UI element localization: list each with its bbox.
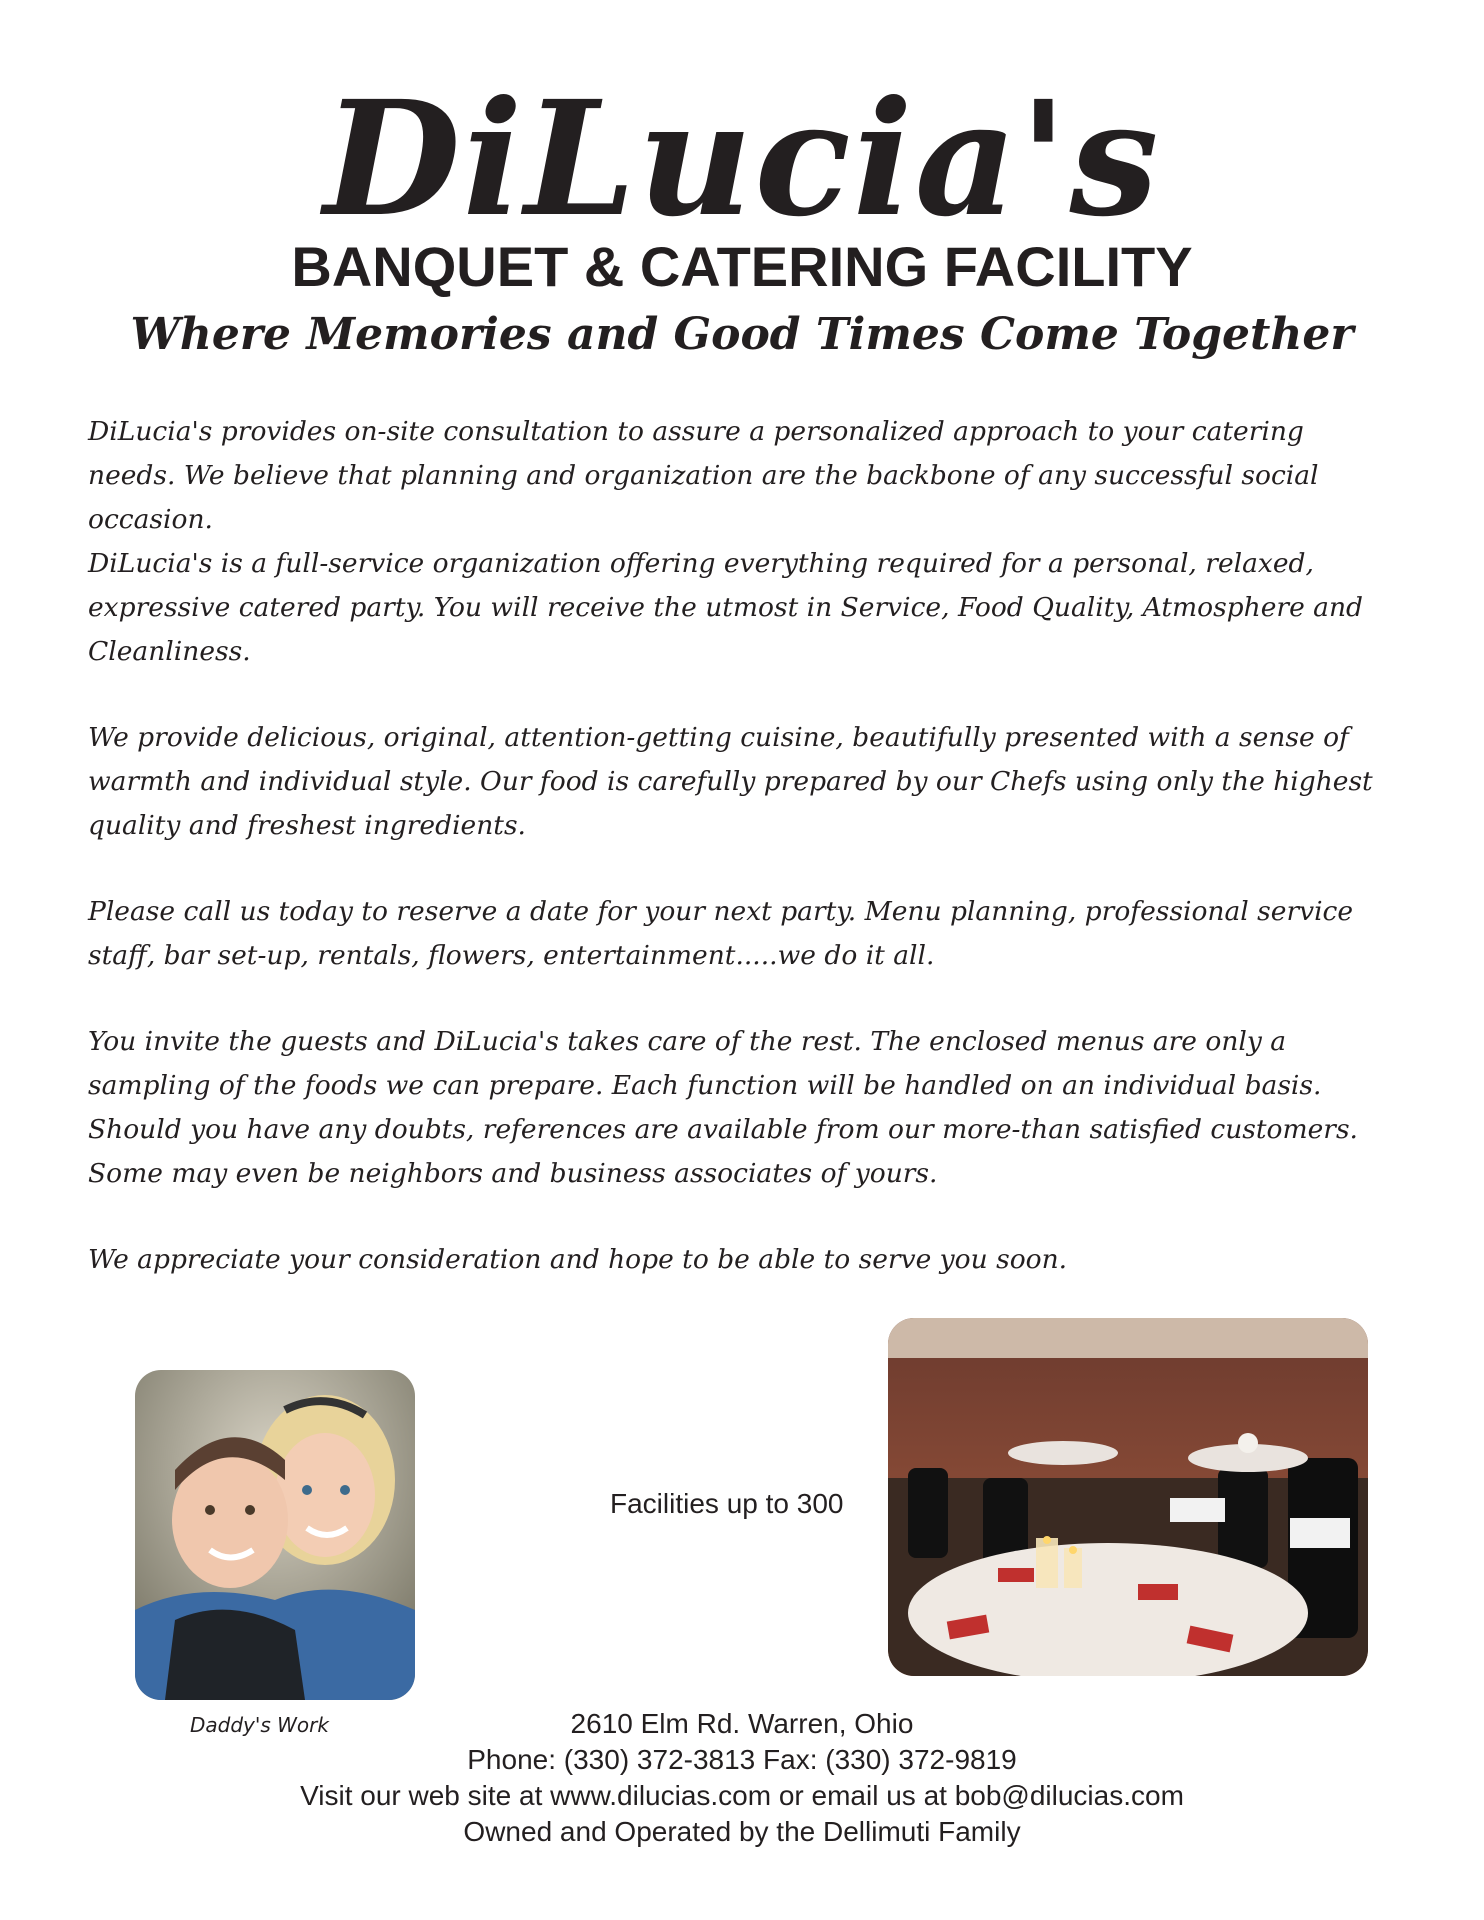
kids-photo-caption: Daddy's Work	[190, 1713, 329, 1737]
intro-paragraph-5: You invite the guests and DiLucia's takes care of the rest. The enclosed menus are only a sampling of the foods we can prepare. Each function will be handled on an individual basis. Should you have any doubts, references are available from our more-than satisfied customers. Some may even be neighbors and business associates of yours.	[88, 1026, 1358, 1189]
web-email: Visit our web site at www.dilucias.com or email us at bob@dilucias.com	[300, 1780, 1184, 1811]
subtitle: BANQUET & CATERING FACILITY	[291, 235, 1193, 298]
ownership: Owned and Operated by the Dellimuti Family	[463, 1816, 1021, 1847]
banquet-hall-photo	[888, 1318, 1368, 1676]
tagline: Where Memories and Good Times Come Together	[130, 309, 1354, 360]
kids-photo	[135, 1370, 415, 1700]
intro-paragraph-1: DiLucia's provides on-site consultation to assure a personalized approach to your catering needs. We believe that planning and organization are the backbone of any successful social occasion.	[88, 416, 1319, 535]
intro-paragraph-2: DiLucia's is a full-service organization offering everything required for a personal, relaxed, expressive catered party. You will receive the utmost in Service, Food Quality, Atmosphere and Cleanliness.	[88, 548, 1364, 667]
phone-fax: Phone: (330) 372-3813 Fax: (330) 372-9819	[467, 1744, 1017, 1775]
intro-paragraph-4: Please call us today to reserve a date for your next party. Menu planning, professional service staff, bar set-up, rentals, flowers, entertainment.....we do it all.	[88, 896, 1354, 971]
logo: DiLucia's	[323, 67, 1161, 252]
intro-paragraph-3: We provide delicious, original, attention-getting cuisine, beautifully presented with a sense of warmth and individual style. Our food is carefully prepared by our Chefs using only the highest quality and freshest ingredients.	[88, 722, 1373, 841]
contact-block	[0, 1706, 1484, 1850]
intro-paragraph-6: We appreciate your consideration and hope to be able to serve you soon.	[88, 1244, 1068, 1275]
facilities-text: Facilities up to 300	[610, 1488, 844, 1519]
address: 2610 Elm Rd. Warren, Ohio	[570, 1708, 914, 1739]
